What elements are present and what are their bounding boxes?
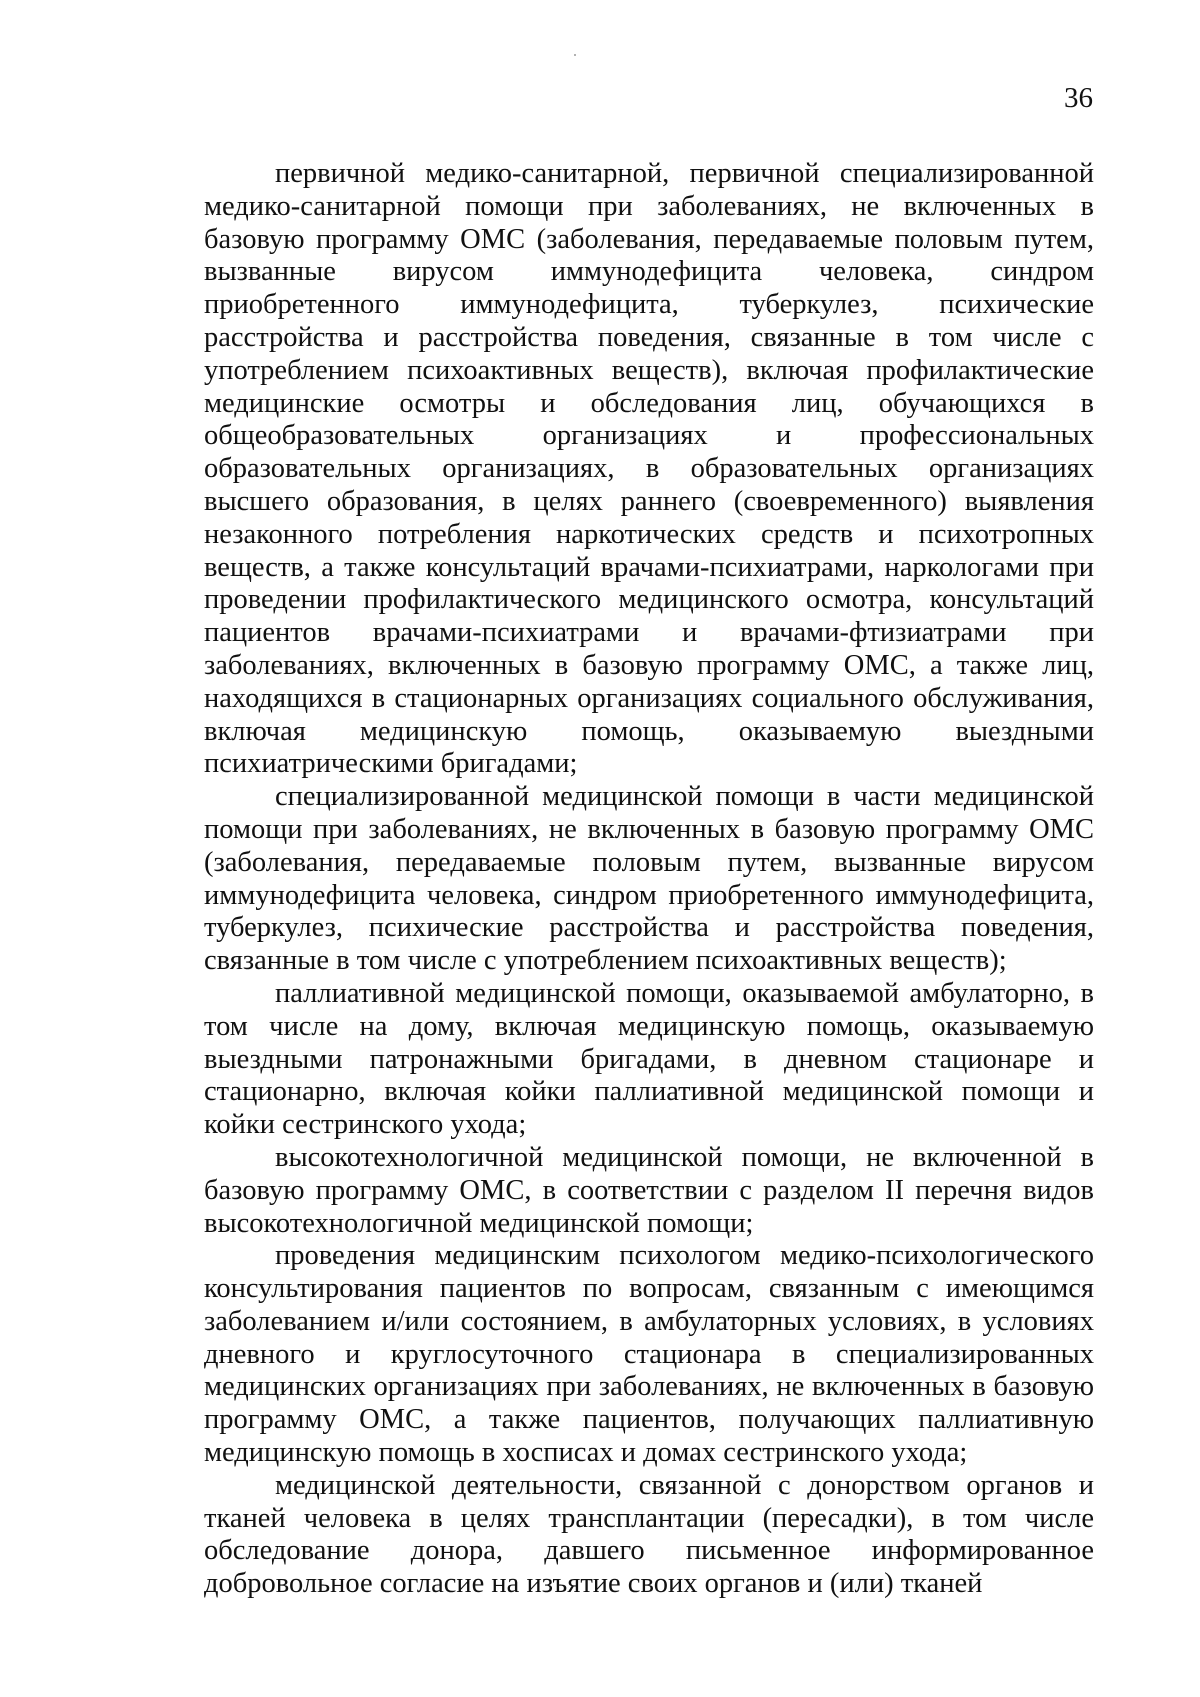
scan-artifact [574,54,576,56]
document-body [204,158,1094,1601]
paragraph: проведения медицинским психологом медико-психологического консультирования пациентов по вопросам, связанным с имеющимся заболеванием и/или состоянием, в амбулаторных условиях, в условиях дневного и круглосуточного стационара в специализированных медицинских организациях при заболеваниях, не включенных в базовую программу ОМС, а также пациентов, получающих паллиативную медицинскую помощь в хосписах и домах сестринского ухода; [204,1240,1094,1469]
page-number: 36 [1064,82,1093,114]
paragraph: специализированной медицинской помощи в части медицинской помощи при заболеваниях, не включенных в базовую программу ОМС (заболевания, передаваемые половым путем, вызванные вирусом иммунодефицита человека, синдром приобретенного иммунодефицита, туберкулез, психические расстройства и расстройства поведения, связанные в том числе с употреблением психоактивных веществ); [204,781,1094,977]
paragraph: первичной медико-санитарной, первичной специализированной медико-санитарной помощи при заболеваниях, не включенных в базовую программу ОМС (заболевания, передаваемые половым путем, вызванные вирусом иммунодефицита человека, синдром приобретенного иммунодефицита, туберкулез, психические расстройства и расстройства поведения, связанные в том числе с употреблением психоактивных веществ), включая профилактические медицинские осмотры и обследования лиц, обучающихся в общеобразовательных организациях и профессиональных образовательных организациях, в образовательных организациях высшего образования, в целях раннего (своевременного) выявления незаконного потребления наркотических средств и психотропных веществ, а также консультаций врачами-психиатрами, наркологами при проведении профилактического медицинского осмотра, консультаций пациентов врачами-психиатрами и врачами-фтизиатрами при заболеваниях, включенных в базовую программу ОМС, а также лиц, находящихся в стационарных организациях социального обслуживания, включая медицинскую помощь, оказываемую выездными психиатрическими бригадами; [204,158,1094,780]
paragraph: медицинской деятельности, связанной с донорством органов и тканей человека в целях трансплантации (пересадки), в том числе обследование донора, давшего письменное информированное добровольное согласие на изъятие своих органов и (или) тканей [204,1469,1094,1600]
paragraph: паллиативной медицинской помощи, оказываемой амбулаторно, в том числе на дому, включая медицинскую помощь, оказываемую выездными патронажными бригадами, в дневном стационаре и стационарно, включая койки паллиативной медицинской помощи и койки сестринского ухода; [204,977,1094,1141]
paragraph: высокотехнологичной медицинской помощи, не включенной в базовую программу ОМС, в соответствии с разделом II перечня видов высокотехнологичной медицинской помощи; [204,1141,1094,1239]
